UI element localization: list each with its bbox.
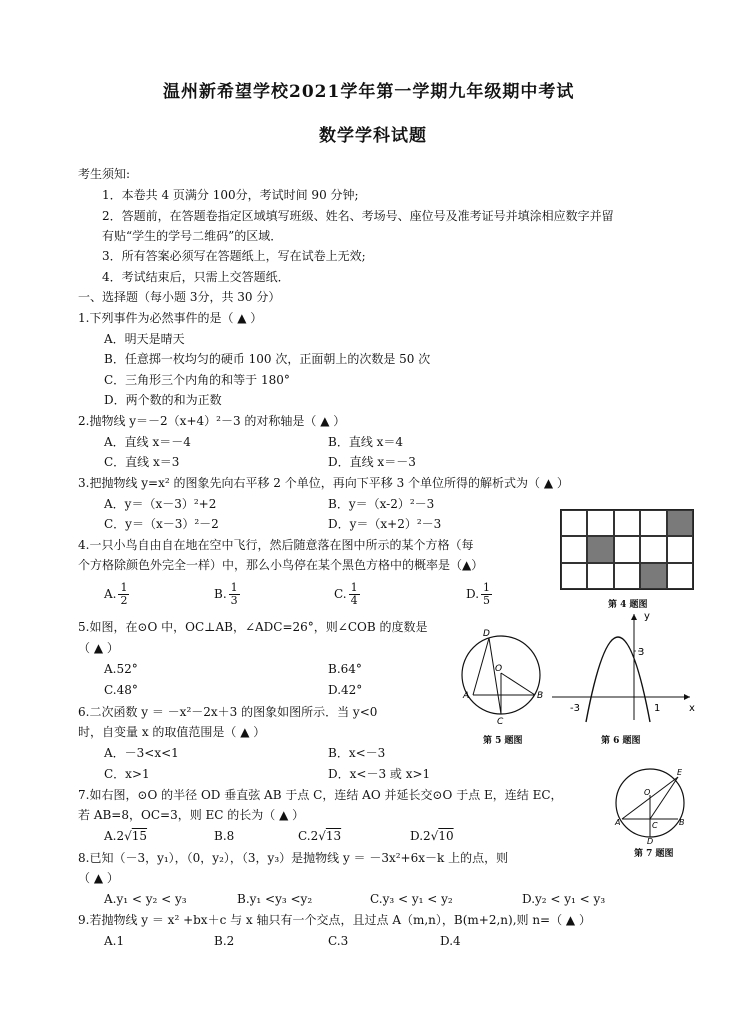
q7-option-b: B.8 [214, 829, 235, 843]
figure-6-caption: 第 6 题图 [601, 736, 641, 746]
grid-cell [640, 510, 666, 536]
grid-cell-dark [587, 536, 613, 562]
grid-cell-dark [640, 563, 666, 589]
grid-cell [667, 536, 693, 562]
q8-option-c: C.y₃ < y₁ < y₂ [370, 892, 453, 906]
q7-stem-line2: 若 AB=8，OC=3，则 EC 的长为（ ▲ ） [78, 808, 305, 822]
q7-option-a: A.2√15 [104, 829, 148, 843]
q4-option-a: A. $\frac{1}{2}$ [104, 581, 128, 607]
fig6-label-3: 3 [638, 647, 645, 658]
q9-option-c: C.3 [328, 934, 349, 948]
fig5-label-o: O [495, 664, 503, 674]
fig6-label-1: 1 [654, 703, 661, 714]
q3-stem: 3.把抛物线 y=x² 的图象先向右平移 2 个单位，再向下平移 3 个单位所得的解析式为（ ▲ ） [78, 476, 569, 490]
fig5-label-a: A [463, 691, 470, 701]
grid-cell [587, 510, 613, 536]
q1-option-a: A．明天是晴天 [104, 332, 185, 346]
q9-option-b: B.2 [214, 934, 235, 948]
figure-4-grid [560, 509, 694, 590]
grid-cell [561, 563, 587, 589]
fig6-label-x: x [689, 703, 695, 714]
notice-heading: 考生须知: [78, 167, 131, 181]
q8-option-d: D.y₂ < y₁ < y₃ [522, 892, 606, 906]
q7-stem-line1: 7.如右图，⊙O 的半径 OD 垂直弦 AB 于点 C，连结 AO 并延长交⊙O 于点 E，连结 EC， [78, 788, 563, 802]
fig7-label-c: C [652, 821, 658, 830]
grid-cell [667, 563, 693, 589]
q5-option-d: D.42° [328, 683, 363, 697]
fig6-label-y: y [644, 611, 650, 622]
figure-6-parabola-graph [550, 610, 700, 725]
section-heading: 一、选择题（每小题 3分，共 30 分） [78, 290, 281, 304]
fig5-label-b: B [537, 691, 544, 701]
q6-option-c: C．x>1 [104, 767, 150, 781]
q6-stem-line1: 6.二次函数 y ＝ －x²－2x＋3 的图象如图所示．当 y<0 [78, 705, 378, 719]
fig5-label-d: D [483, 629, 490, 639]
q5-stem: 5.如图，在⊙O 中，OC⊥AB，∠ADC=26°，则∠COB 的度数是 [78, 620, 428, 634]
notice-item-2-cont: 有贴“学生的学号二维码”的区域． [102, 229, 283, 243]
q2-option-b: B．直线 x＝4 [328, 435, 404, 449]
q1-option-b: B．任意掷一枚均匀的硬币 100 次，正面朝上的次数是 50 次 [104, 352, 431, 366]
q2-option-a: A．直线 x＝－4 [104, 435, 191, 449]
notice-item-4: 4．考试结束后，只需上交答题纸． [102, 270, 290, 284]
fig5-label-c: C [497, 717, 504, 727]
q7-option-c: C.2√13 [298, 829, 342, 843]
notice-item-2: 2．答题前，在答题卷指定区域填写班级、姓名、考场号、座位号及准考证号并填涂相应数字并留 [102, 209, 614, 223]
exam-subtitle: 数学学科试题 [319, 126, 427, 146]
q4-option-c: C. $\frac{1}{4}$ [334, 581, 358, 607]
grid-cell [587, 563, 613, 589]
q8-option-b: B.y₁ <y₃ <y₂ [237, 892, 313, 906]
q2-option-c: C．直线 x＝3 [104, 455, 180, 469]
grid-cell [614, 536, 640, 562]
q6-option-b: B．x<－3 [328, 746, 386, 760]
q1-stem: 1.下列事件为必然事件的是（ ▲ ） [78, 311, 263, 325]
grid-cell [561, 510, 587, 536]
q5-option-c: C.48° [104, 683, 138, 697]
fig7-label-d: D [647, 837, 654, 845]
q2-option-d: D．直线 x＝－3 [328, 455, 416, 469]
q4-stem-line2: 个方格除颜色外完全一样）中，那么小鸟停在某个黑色方格中的概率是（▲） [78, 558, 484, 572]
q5-option-b: B.64° [328, 662, 362, 676]
fig6-label-neg3: -3 [570, 703, 580, 714]
q9-stem: 9.若抛物线 y ＝ x² +bx＋c 与 x 轴只有一个交点，且过点 A（m,n），B(m+2,n),则 n=（ ▲ ） [78, 913, 591, 927]
q4-option-b: B. $\frac{1}{3}$ [214, 581, 238, 607]
q6-option-d: D．x<－3 或 x>1 [328, 767, 431, 781]
exam-title: 温州新希望学校2021学年第一学期九年级期中考试 [163, 82, 575, 102]
fig7-label-o: O [644, 788, 651, 797]
q8-option-a: A.y₁ < y₂ < y₃ [104, 892, 187, 906]
notice-item-1: 1．本卷共 4 页满分 100分，考试时间 90 分钟; [102, 188, 359, 202]
fig7-label-e: E [677, 768, 683, 777]
figure-4-caption: 第 4 题图 [608, 600, 648, 610]
q9-option-a: A.1 [104, 934, 125, 948]
q6-stem-line2: 时，自变量 x 的取值范围是（ ▲ ） [78, 725, 266, 739]
figure-7-circle-diagram [612, 765, 692, 845]
figure-5-circle-diagram [455, 625, 550, 735]
figure-5-caption: 第 5 题图 [483, 736, 523, 746]
q7-option-d: D.2√10 [410, 829, 454, 843]
grid-cell [561, 536, 587, 562]
q2-stem: 2.抛物线 y＝－2（x+4）²－3 的对称轴是（ ▲ ） [78, 414, 346, 428]
figure-7-caption: 第 7 题图 [634, 849, 674, 859]
q8-stem: 8.已知（－3，y₁），（0，y₂），（3，y₃）是抛物线 y ＝ －3x²+6x－k 上的点，则 [78, 851, 509, 865]
grid-cell [614, 563, 640, 589]
q1-option-d: D．两个数的和为正数 [104, 393, 222, 407]
q4-stem-line1: 4.一只小鸟自由自在地在空中飞行，然后随意落在图中所示的某个方格（每 [78, 538, 474, 552]
q9-option-d: D.4 [440, 934, 461, 948]
grid-cell [640, 536, 666, 562]
q4-option-d: D. $\frac{1}{5}$ [466, 581, 491, 607]
q3-option-d: D．y＝（x+2）²－3 [328, 517, 442, 531]
grid-cell-dark [667, 510, 693, 536]
q5-answer-mark: （ ▲ ） [78, 641, 119, 655]
grid-cell [614, 510, 640, 536]
q3-option-b: B．y＝（x-2）²－3 [328, 497, 435, 511]
q1-option-c: C．三角形三个内角的和等于 180° [104, 373, 290, 387]
notice-item-3: 3．所有答案必须写在答题纸上，写在试卷上无效; [102, 249, 366, 263]
q3-option-a: A．y＝（x－3）²+2 [104, 497, 217, 511]
q5-option-a: A.52° [104, 662, 138, 676]
q6-option-a: A．－3<x<1 [104, 746, 179, 760]
q3-option-c: C．y＝（x－3）²－2 [104, 517, 219, 531]
fig7-label-b: B [679, 818, 685, 827]
q8-answer-mark: （ ▲ ） [78, 871, 119, 885]
fig7-label-a: A [615, 818, 621, 827]
